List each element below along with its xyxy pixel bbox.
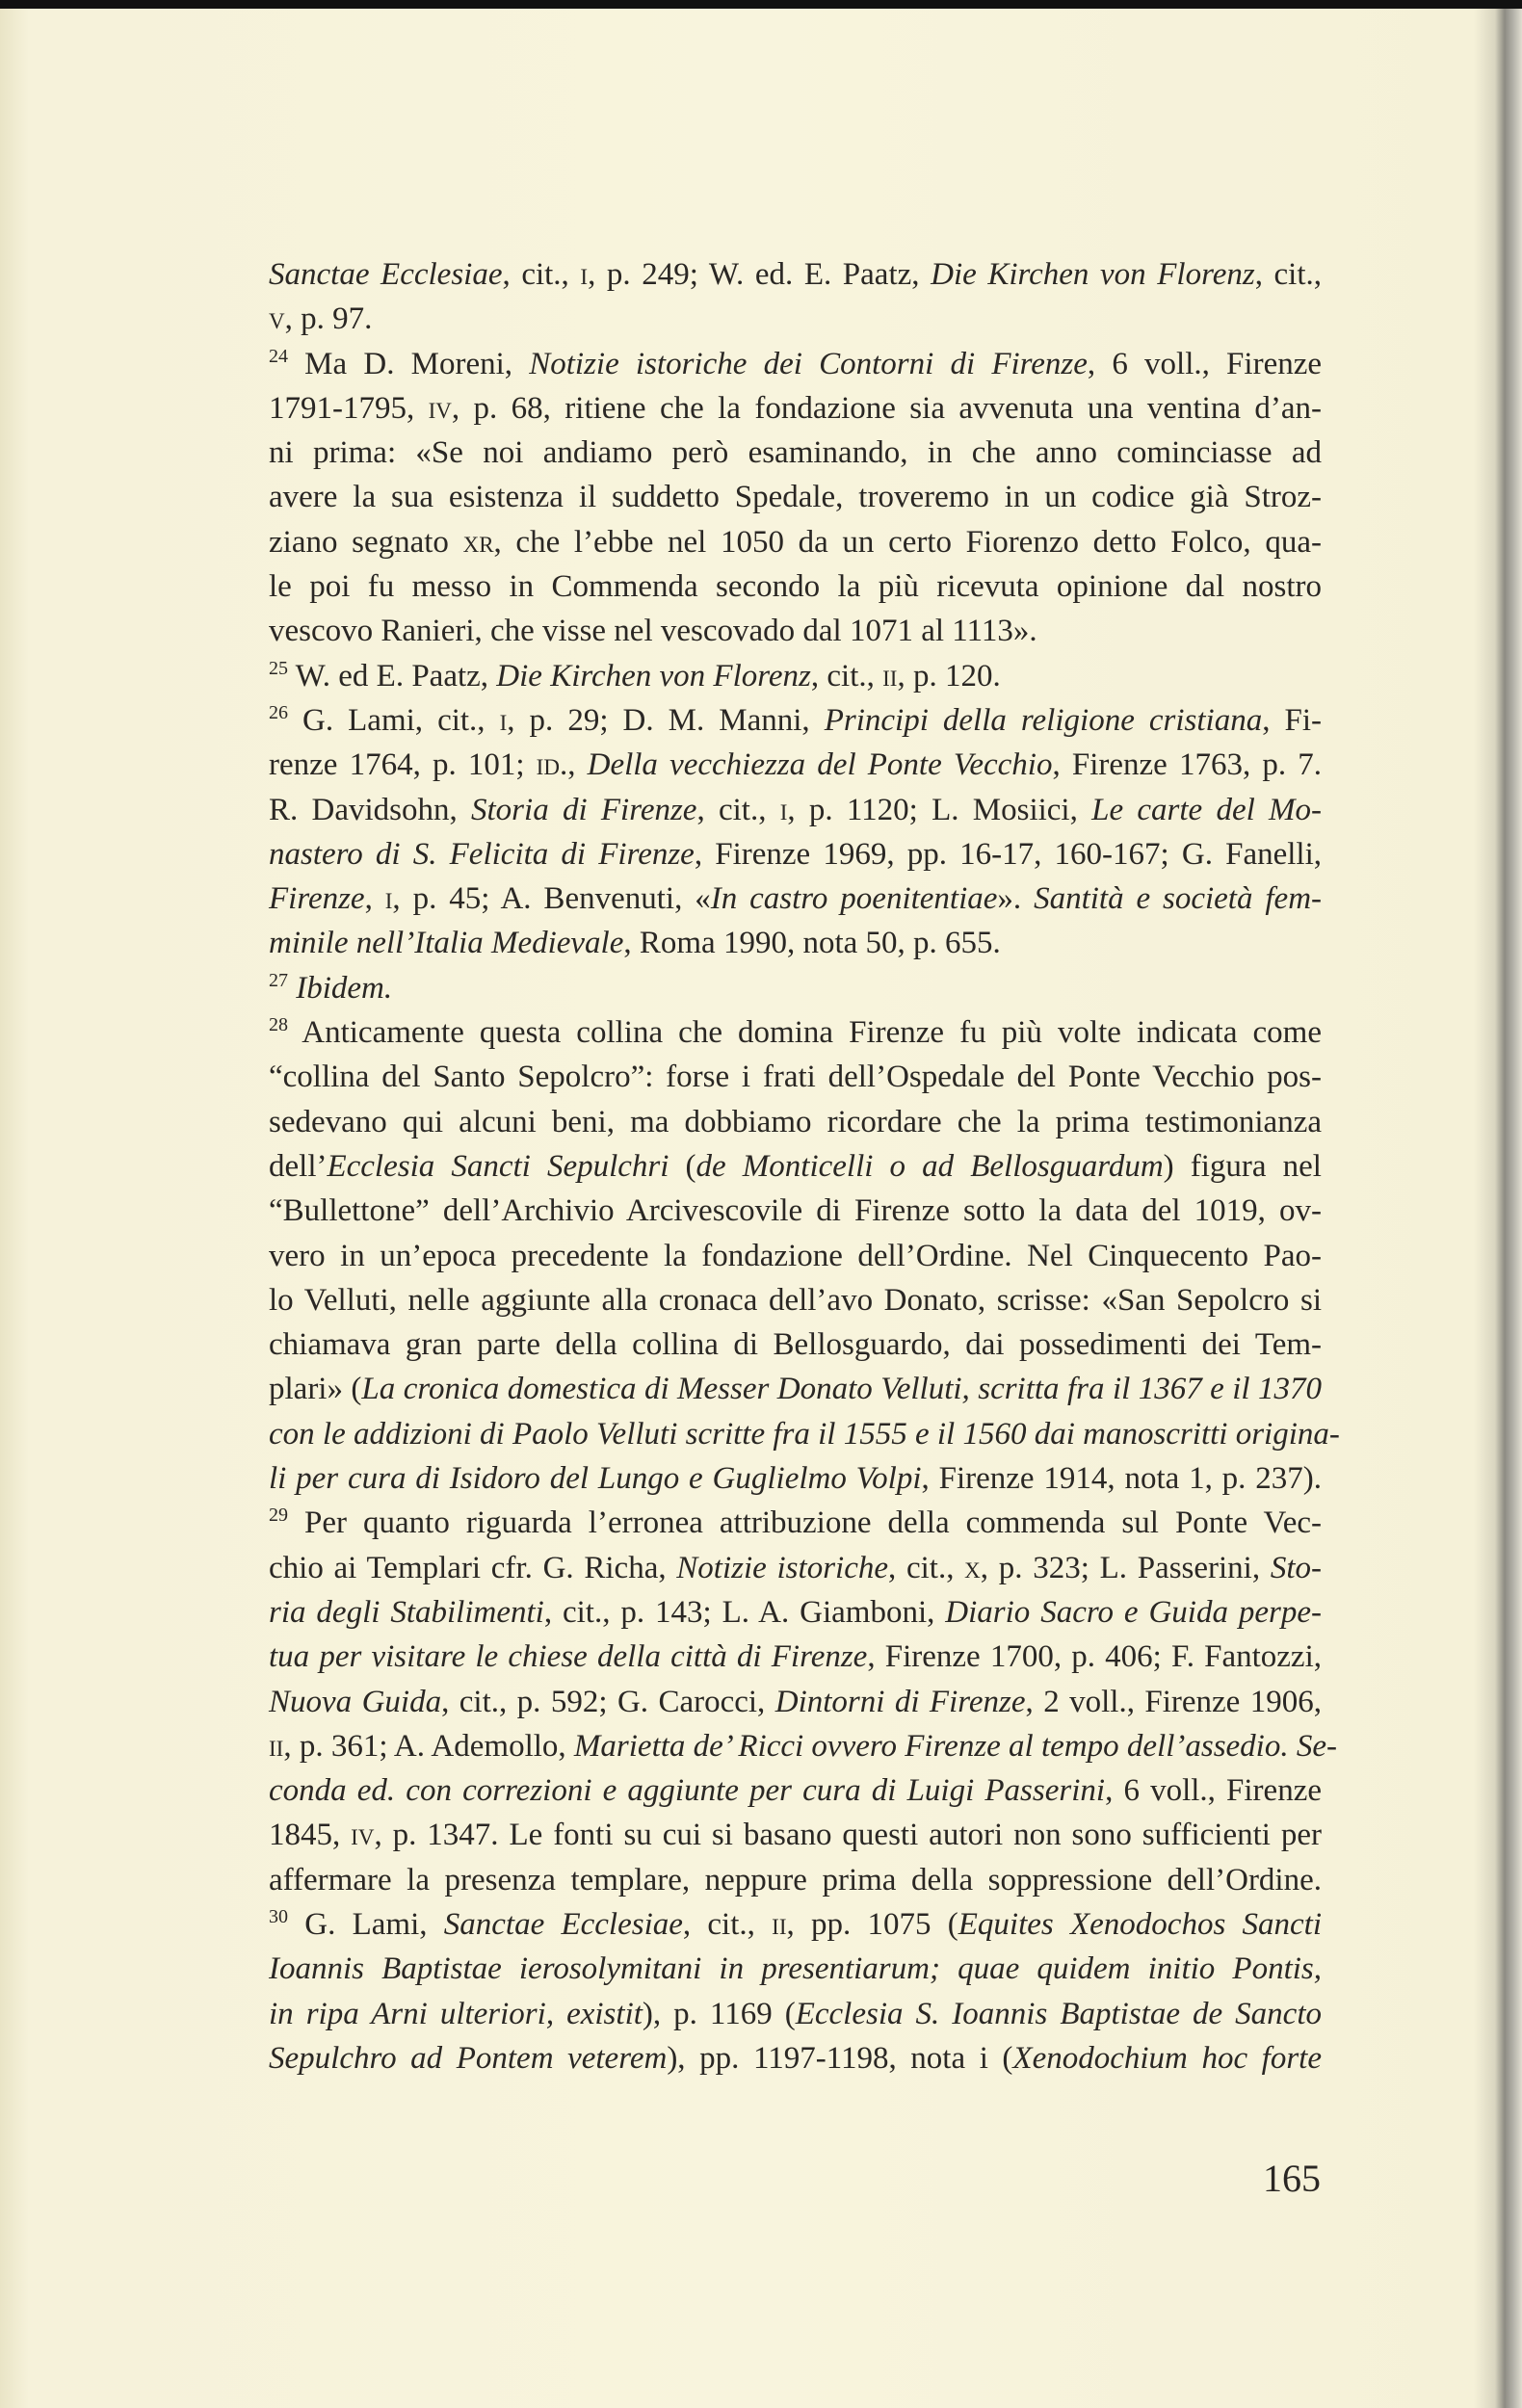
text-line bbox=[269, 297, 1322, 341]
text-line bbox=[269, 386, 1322, 431]
text-run: ». bbox=[997, 881, 1035, 917]
text-run: 1845, bbox=[269, 1818, 352, 1853]
text-run: ni prima: «Se noi andiamo però esaminando, in che anno cominciasse ad bbox=[269, 435, 1322, 471]
text-run: affermare la presenza templare, neppure prima della soppressione dell’Ordine. bbox=[269, 1862, 1322, 1898]
text-line bbox=[269, 1010, 1322, 1055]
text-run: , 6 voll., Firenze bbox=[1087, 346, 1323, 381]
italic-run: Notizie istoriche bbox=[676, 1550, 888, 1585]
italic-run: Notizie istoriche dei Contorni di Firenze bbox=[529, 346, 1088, 381]
text-line bbox=[269, 1813, 1322, 1857]
italic-run: Ecclesia S. Ioannis Baptistae de Sancto bbox=[795, 1996, 1322, 2031]
text-run: , cit., bbox=[1254, 257, 1323, 292]
text-run: ) figura nel bbox=[1163, 1148, 1322, 1184]
text-run: ziano segnato bbox=[269, 524, 463, 560]
text-run: , Roma 1990, nota 50, p. 655. bbox=[623, 926, 1001, 961]
text-run: le poi fu messo in Commenda secondo la più ricevuta opinione dal nostro bbox=[269, 569, 1322, 605]
text-line bbox=[269, 609, 1322, 653]
text-line bbox=[269, 1635, 1322, 1679]
small-caps-run: i bbox=[779, 792, 788, 827]
small-caps-run: v bbox=[269, 301, 285, 337]
text-run: , cit., bbox=[502, 257, 581, 292]
small-caps-run: i bbox=[580, 257, 589, 292]
text-line bbox=[269, 1590, 1322, 1635]
text-run: , p. 97. bbox=[284, 301, 373, 337]
italic-run: Nuova Guida bbox=[269, 1684, 442, 1719]
text-run: , cit., bbox=[696, 792, 780, 827]
small-caps-run: i bbox=[499, 702, 508, 738]
text-line bbox=[269, 743, 1322, 787]
text-run: G. Lami, cit., bbox=[288, 702, 500, 738]
footnote-number: 27 bbox=[269, 969, 288, 991]
text-run: , p. 120. bbox=[897, 658, 1001, 694]
text-run: , p. 323; L. Passerini, bbox=[980, 1550, 1271, 1585]
italic-run: ria degli Stabilimenti bbox=[269, 1594, 544, 1630]
text-line bbox=[269, 1992, 1322, 2036]
text-run: chiamava gran parte della collina di Bellosguardo, dai possedimenti dei Tem- bbox=[269, 1327, 1322, 1363]
text-run: , Firenze 1914, nota 1, p. 237). bbox=[921, 1461, 1322, 1497]
footnotes-text bbox=[269, 252, 1340, 2081]
footnote-number: 24 bbox=[269, 345, 288, 367]
text-line bbox=[269, 1902, 1322, 1947]
text-line bbox=[269, 1724, 1337, 1768]
text-run: Anticamente questa collina che domina Firenze fu più volte indicata come bbox=[288, 1015, 1322, 1051]
italic-run: minile nell’Italia Medievale bbox=[269, 926, 624, 961]
small-caps-run: i bbox=[384, 881, 393, 917]
text-run: , bbox=[364, 881, 385, 917]
text-run: , cit., bbox=[810, 658, 883, 694]
text-run: , pp. 1075 ( bbox=[786, 1906, 958, 1942]
italic-run: Firenze bbox=[269, 881, 365, 917]
text-run: , bbox=[567, 747, 588, 783]
scan-top-edge bbox=[0, 0, 1522, 9]
text-run: G. Lami, bbox=[288, 1906, 444, 1942]
italic-run: Equites Xenodochos Sancti bbox=[958, 1906, 1323, 1942]
italic-run: Ioannis Baptistae ierosolymitani in presentiarum; quae quidem initio Pontis, bbox=[269, 1951, 1322, 1987]
text-line bbox=[269, 966, 1322, 1010]
text-line bbox=[269, 921, 1322, 965]
italic-run: Xenodochium hoc forte bbox=[1012, 2040, 1322, 2076]
text-line bbox=[269, 1278, 1322, 1322]
italic-run: Santità e società fem- bbox=[1034, 881, 1323, 917]
small-caps-run: iv bbox=[428, 390, 452, 426]
text-run: Per quanto riguarda l’erronea attribuzione della commenda sul Ponte Vec- bbox=[288, 1505, 1322, 1541]
text-line bbox=[269, 1234, 1322, 1278]
italic-run: con le addizioni di Paolo Velluti scritte fra il 1555 e il 1560 dai manoscritti origina- bbox=[269, 1416, 1340, 1452]
italic-run: Sepulchro ad Pontem veterem bbox=[269, 2040, 668, 2076]
italic-run: In castro poenitentiae bbox=[710, 881, 998, 917]
text-run: chio ai Templari cfr. G. Richa, bbox=[269, 1550, 677, 1585]
text-run: , p. 68, ritiene che la fondazione sia avvenuta una ventina d’an- bbox=[451, 390, 1322, 426]
text-run: , Firenze 1763, p. 7. bbox=[1052, 747, 1323, 783]
text-run: R. Davidsohn, bbox=[269, 792, 472, 827]
italic-run: Ibidem. bbox=[296, 970, 393, 1006]
text-run: avere la sua esistenza il suddetto Spedale, troveremo in un codice già Stroz- bbox=[269, 480, 1322, 515]
italic-run: Le carte del Mo- bbox=[1091, 792, 1322, 827]
italic-run: Sto- bbox=[1270, 1550, 1322, 1585]
text-line bbox=[269, 1456, 1322, 1501]
text-run: , p. 361; A. Ademollo, bbox=[283, 1728, 574, 1764]
text-run: , che l’ebbe nel 1050 da un certo Fiorenzo detto Folco, qua- bbox=[493, 524, 1322, 560]
footnote-number: 30 bbox=[269, 1905, 288, 1927]
text-line bbox=[269, 1055, 1322, 1099]
text-line bbox=[269, 1412, 1340, 1456]
text-line bbox=[269, 1189, 1322, 1233]
text-run: “Bullettone” dell’Archivio Arcivescovile di Firenze sotto la data del 1019, ov- bbox=[269, 1193, 1322, 1229]
text-run: , p. 249; W. ed. E. Paatz, bbox=[588, 257, 932, 292]
text-line bbox=[269, 1947, 1322, 1991]
text-run: , Firenze 1700, p. 406; F. Fantozzi, bbox=[867, 1639, 1322, 1675]
text-line bbox=[269, 520, 1322, 564]
footnote-number: 28 bbox=[269, 1014, 288, 1036]
text-line bbox=[269, 1546, 1322, 1590]
text-line bbox=[269, 832, 1322, 877]
text-run: ( bbox=[669, 1148, 696, 1184]
footnote-number: 25 bbox=[269, 657, 288, 679]
text-run: vescovo Ranieri, che visse nel vescovado dal 1071 al 1113». bbox=[269, 614, 1037, 649]
text-line bbox=[269, 1367, 1322, 1411]
text-run: , 2 voll., Firenze 1906, bbox=[1025, 1684, 1322, 1719]
text-run: “collina del Santo Sepolcro”: forse i frati dell’Ospedale del Ponte Vecchio pos- bbox=[269, 1060, 1322, 1095]
text-run: renze 1764, p. 101; bbox=[269, 747, 537, 783]
text-run: Ma D. Moreni, bbox=[288, 346, 530, 381]
italic-run: La cronica domestica di Messer Donato Velluti, scritta fra il 1367 e il 1370 bbox=[361, 1372, 1322, 1407]
text-line bbox=[269, 654, 1322, 698]
text-line bbox=[269, 1144, 1322, 1189]
text-run: ), p. 1169 ( bbox=[642, 1996, 796, 2031]
text-line bbox=[269, 698, 1322, 743]
text-line bbox=[269, 1858, 1322, 1902]
italic-run: in ripa Arni ulteriori, existit bbox=[269, 1996, 643, 2031]
italic-run: Marietta de’ Ricci ovvero Firenze al tempo dell’assedio. Se- bbox=[573, 1728, 1337, 1764]
text-run: , p. 45; A. Benvenuti, « bbox=[392, 881, 711, 917]
text-run: ), pp. 1197-1198, nota i ( bbox=[667, 2040, 1013, 2076]
small-caps-run: ii bbox=[269, 1728, 284, 1764]
text-run: 1791-1795, bbox=[269, 390, 429, 426]
text-run: , cit., p. 143; L. A. Giamboni, bbox=[543, 1594, 946, 1630]
text-run: vero in un’epoca precedente la fondazione dell’Ordine. Nel Cinquecento Pao- bbox=[269, 1238, 1322, 1273]
italic-run: Sanctae Ecclesiae bbox=[269, 257, 503, 292]
text-line bbox=[269, 564, 1322, 609]
small-caps-run: xr bbox=[462, 524, 494, 560]
text-run: , p. 29; D. M. Manni, bbox=[507, 702, 825, 738]
text-line bbox=[269, 1322, 1322, 1367]
italic-run: conda ed. con correzioni e aggiunte per cura di Luigi Passerini bbox=[269, 1773, 1106, 1809]
small-caps-run: ii bbox=[772, 1906, 787, 1942]
italic-run: Principi della religione cristiana bbox=[824, 702, 1263, 738]
italic-run: Sanctae Ecclesiae bbox=[443, 1906, 683, 1942]
text-line bbox=[269, 1100, 1322, 1144]
italic-run: tua per visitare le chiese della città di Firenze bbox=[269, 1639, 868, 1675]
text-run: lo Velluti, nelle aggiunte alla cronaca dell’avo Donato, scrisse: «San Sepolcro si bbox=[269, 1282, 1322, 1318]
italic-run: Die Kirchen von Florenz bbox=[931, 257, 1255, 292]
italic-run: Storia di Firenze bbox=[471, 792, 697, 827]
text-line bbox=[269, 431, 1322, 475]
text-line bbox=[269, 1768, 1322, 1813]
italic-run: Dintorni di Firenze bbox=[774, 1684, 1026, 1719]
text-line bbox=[269, 342, 1322, 386]
italic-run: Die Kirchen von Florenz bbox=[496, 658, 811, 694]
text-run: , p. 1347. Le fonti su cui si basano questi autori non sono sufficienti per bbox=[374, 1818, 1323, 1853]
text-run: W. ed E. Paatz, bbox=[288, 658, 497, 694]
text-run: , cit., bbox=[888, 1550, 965, 1585]
italic-run: Ecclesia Sancti Sepulchri bbox=[327, 1148, 669, 1184]
text-line bbox=[269, 475, 1322, 519]
text-run: sedevano qui alcuni beni, ma dobbiamo ricordare che la prima testimonianza bbox=[269, 1104, 1322, 1139]
small-caps-run: ii bbox=[882, 658, 898, 694]
text-run: , cit., p. 592; G. Carocci, bbox=[441, 1684, 775, 1719]
page-number: 165 bbox=[1263, 2157, 1321, 2200]
small-caps-run: iv bbox=[351, 1818, 375, 1853]
italic-run: Della vecchiezza del Ponte Vecchio bbox=[587, 747, 1053, 783]
text-run: , Firenze 1969, pp. 16-17, 160-167; G. Fanelli, bbox=[694, 836, 1322, 872]
italic-run: li per cura di Isidoro del Lungo e Guglielmo Volpi bbox=[269, 1461, 922, 1497]
text-line bbox=[269, 1501, 1322, 1545]
text-run: dell’ bbox=[269, 1148, 328, 1184]
text-line bbox=[269, 1680, 1322, 1724]
italic-run: nastero di S. Felicita di Firenze bbox=[269, 836, 695, 872]
text-run: , cit., bbox=[682, 1906, 773, 1942]
text-line bbox=[269, 2036, 1322, 2081]
text-run bbox=[288, 971, 296, 1006]
text-run: , 6 voll., Firenze bbox=[1105, 1773, 1322, 1809]
text-run: , p. 1120; L. Mosiici, bbox=[787, 792, 1092, 827]
text-run: , Fi- bbox=[1262, 702, 1323, 738]
small-caps-run: id. bbox=[536, 747, 568, 783]
text-line bbox=[269, 788, 1322, 832]
footnote-number: 26 bbox=[269, 701, 288, 723]
italic-run: de Monticelli o ad Bellosguardum bbox=[695, 1148, 1164, 1184]
text-line bbox=[269, 252, 1322, 297]
italic-run: Diario Sacro e Guida perpe- bbox=[945, 1594, 1323, 1630]
footnote-number: 29 bbox=[269, 1505, 288, 1527]
small-caps-run: x bbox=[964, 1550, 981, 1585]
text-line bbox=[269, 877, 1322, 921]
text-run: plari» ( bbox=[269, 1372, 362, 1407]
